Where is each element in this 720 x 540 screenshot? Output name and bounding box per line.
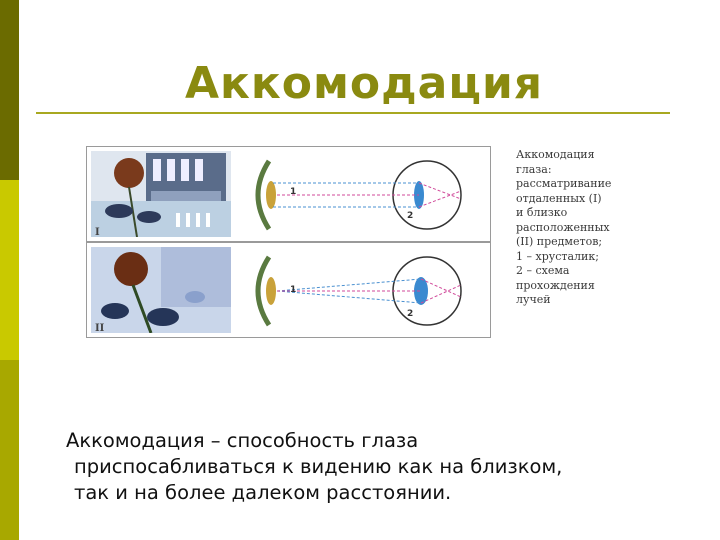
caption-line: (II) предметов;	[516, 235, 603, 248]
decor-stripe-bottom	[0, 360, 19, 540]
label-lens-2: 1	[290, 285, 297, 295]
caption-line: Аккомодация	[516, 148, 595, 161]
definition-line-1: Аккомодация – способность глаза	[66, 429, 419, 452]
eye-diagram-distant	[237, 149, 487, 241]
panel-distant	[86, 146, 491, 242]
caption-line: рассматривание	[516, 177, 612, 190]
slide-title: Аккомодация	[184, 58, 544, 109]
photo-distant-rose	[91, 151, 231, 237]
label-rays-1: 2	[407, 211, 414, 221]
caption-line: и близко	[516, 206, 568, 219]
caption-line: 1 – хрусталик;	[516, 249, 599, 263]
definition-line-3: так и на более далеком расстоянии.	[74, 481, 452, 504]
panel-near	[86, 242, 491, 338]
caption-line: лучей	[516, 293, 551, 306]
caption-line: прохождения	[516, 278, 595, 292]
caption-line: глаза:	[516, 162, 552, 176]
caption-line: расположенных	[516, 220, 610, 234]
definition-line-2: приспосабливаться к видению как на близком,	[74, 455, 563, 478]
label-lens-1: 1	[290, 187, 297, 197]
definition-text	[60, 428, 700, 506]
decor-stripe-middle	[0, 180, 19, 360]
panel-label-1: I	[95, 227, 100, 238]
title-underline	[36, 112, 670, 114]
accommodation-figure	[86, 142, 646, 364]
photo-near-rose	[91, 247, 231, 333]
figure-caption	[516, 148, 646, 308]
eye-diagram-near	[237, 245, 487, 337]
label-rays-2: 2	[407, 309, 414, 319]
caption-line: 2 – схема	[516, 264, 570, 277]
caption-line: отдаленных (I)	[516, 191, 602, 205]
panel-label-2: II	[95, 323, 105, 334]
